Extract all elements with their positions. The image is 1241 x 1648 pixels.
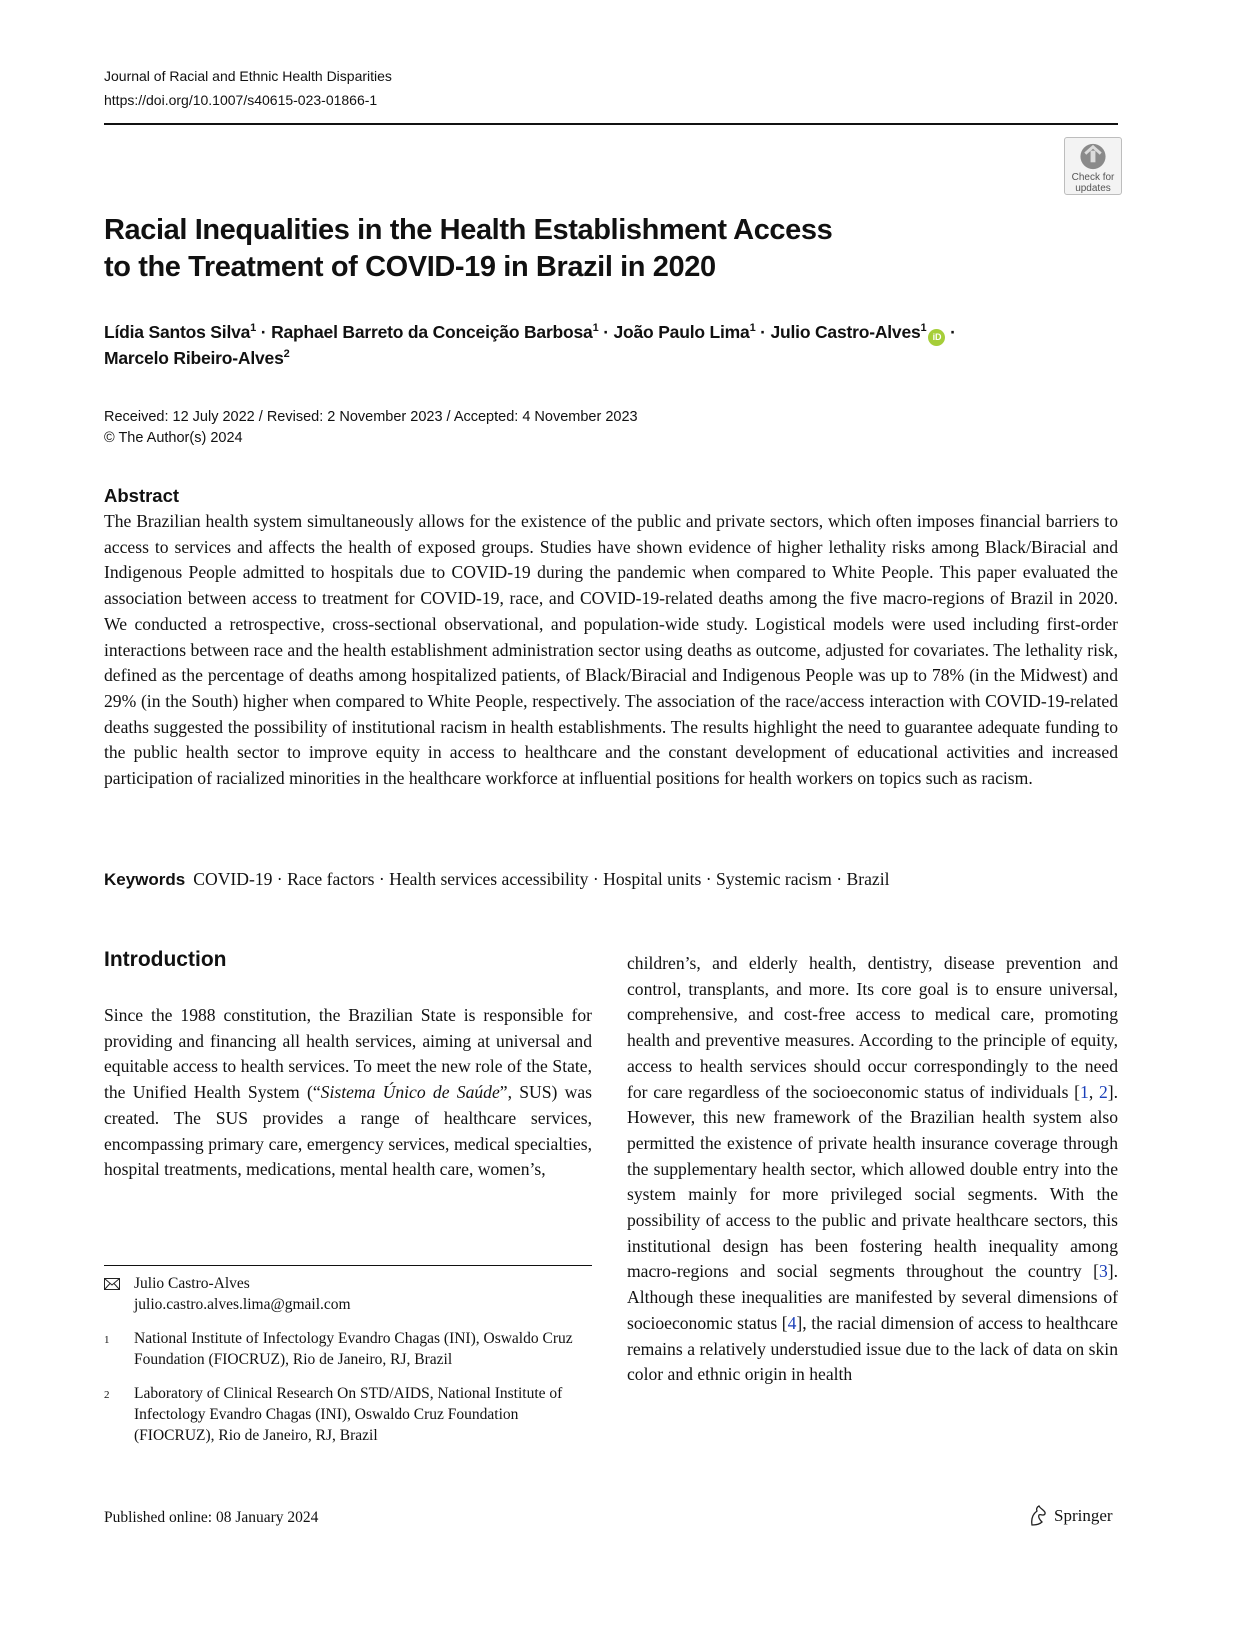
affiliation-mark: 1 [592, 322, 599, 334]
author-name[interactable]: Marcelo Ribeiro-Alves [104, 348, 284, 368]
intro-right-column [627, 951, 1118, 1388]
keywords-label: Keywords [104, 870, 186, 889]
intro-text: , [1088, 1081, 1099, 1102]
badge-line2: updates [1075, 183, 1111, 194]
intro-text: ]. Although these inequalities are manifested by several dimensions of socioeconomic status [ [627, 1261, 1118, 1333]
keywords [104, 867, 889, 892]
intro-text: children’s, and elderly health, dentistry, disease prevention and control, transplants, and more. Its core goal is to ensure universal, comprehensive, and cost-free access to medical care, promoting health and preventive measures. According to the principle of equity, access to health services should occur correspondingly to the need for care regardless of the socioeconomic status of individuals [ [627, 953, 1118, 1102]
affiliation-2 [104, 1383, 592, 1446]
affiliation-mark: 1 [104, 1334, 110, 1346]
publisher-logo[interactable] [1028, 1505, 1113, 1527]
author-list [104, 320, 1118, 371]
author-name[interactable]: Julio Castro-Alves [770, 322, 921, 342]
author-separator: · [760, 322, 766, 342]
section-heading-introduction: Introduction [104, 948, 227, 971]
title-line1: Racial Inequalities in the Health Establishment Access [104, 214, 833, 246]
paper-title [104, 212, 1004, 286]
orcid-icon[interactable]: iD [928, 329, 945, 346]
header-rule [104, 123, 1118, 125]
citation-link[interactable]: 1 [1080, 1081, 1089, 1102]
envelope-icon [104, 1278, 120, 1290]
affiliation-mark: 1 [920, 322, 927, 334]
affiliation-mark: 2 [283, 348, 290, 360]
journal-name: Journal of Racial and Ethnic Health Disparities [104, 68, 392, 84]
author-separator: · [260, 322, 267, 342]
affiliation-text: National Institute of Infectology Evandro Chagas (INI), Oswaldo Cruz Foundation (FIOCRUZ), Rio de Janeiro, RJ, Brazil [134, 1330, 573, 1368]
citation-link[interactable]: 3 [1098, 1261, 1108, 1282]
intro-italic-text: Sistema Único de Saúde [320, 1082, 500, 1103]
check-for-updates-badge[interactable] [1064, 137, 1122, 195]
corresponding-author [104, 1273, 592, 1315]
publisher-name: Springer [1054, 1506, 1113, 1525]
affiliation-text: Laboratory of Clinical Research On STD/AIDS, National Institute of Infectology Evandro Chagas (INI), Oswaldo Cruz Foundation (FIOCRUZ), Rio de Janeiro, RJ, Brazil [134, 1385, 563, 1444]
copyright: © The Author(s) 2024 [104, 430, 243, 446]
doi-link[interactable]: https://doi.org/10.1007/s40615-023-01866-1 [104, 92, 378, 108]
abstract-text: The Brazilian health system simultaneously allows for the existence of the public and private sectors, which often imposes financial barriers to access to services and affects the health of exposed groups. Studies have shown evidence of higher lethality risks among Black/Biracial and Indigenous People admitted to hospitals due to COVID-19 during the pandemic when compared to White People. This paper evaluated the association between access to treatment for COVID-19, race, and COVID-19-related deaths among the five macro-regions of Brazil in 2020. We conducted a retrospective, cross-sectional observational, and population-wide study. Logistical models were used including first-order interactions between race and the health establishment administration sector using deaths as outcome, adjusted for covariates. The lethality risk, defined as the percentage of deaths among hospitalized patients, of Black/Biracial and Indigenous People was up to 78% (in the Midwest) and 29% (in the South) higher when compared to White People, respectively. The association of the race/access interaction with COVID-19-related deaths suggested the possibility of institutional racism in health establishments. The results highlight the need to guarantee adequate funding to the public health sector to improve equity in access to healthcare and the constant development of educational activities and increased participation of racialized minorities in the healthcare workforce at influential positions for health workers on topics such as racism. [104, 511, 1118, 789]
author-separator: · [603, 322, 609, 342]
corresponding-email[interactable]: julio.castro.alves.lima@gmail.com [134, 1296, 351, 1313]
abstract-heading: Abstract [104, 485, 180, 506]
intro-text: ]. However, this new framework of the Brazilian health system also permitted the existence of private health insurance coverage through the supplementary health sector, which allowed double entry into the system mainly for more privileged social segments. With the possibility of access to the public and private healthcare sectors, this institutional design has been fostering health inequality among macro-regions and social segments throughout the country [ [627, 1081, 1119, 1282]
citation-link[interactable]: 2 [1098, 1081, 1108, 1102]
intro-left-column [104, 1003, 592, 1183]
journal-header [104, 64, 392, 112]
published-online: Published online: 08 January 2024 [104, 1509, 319, 1526]
intro-text: ], the racial dimension of access to healthcare remains a relatively understudied issue due to the lack of data on skin color and ethnic origin in health [627, 1312, 1118, 1385]
affiliation-mark: 2 [104, 1389, 110, 1401]
footnotes [104, 1273, 592, 1459]
affiliation-1 [104, 1328, 592, 1370]
citation-link[interactable]: 4 [787, 1312, 797, 1333]
check-for-updates-icon [1078, 142, 1108, 171]
author-name[interactable]: João Paulo Lima [613, 322, 750, 342]
history-dates: Received: 12 July 2022 / Revised: 2 November 2023 / Accepted: 4 November 2023 [104, 409, 638, 425]
keywords-list: COVID-19 · Race factors · Health services accessibility · Hospital units · Systemic racism · Brazil [193, 869, 890, 889]
corresponding-name: Julio Castro-Alves [134, 1275, 250, 1292]
springer-horse-icon [1028, 1505, 1048, 1527]
footnote-rule [104, 1265, 592, 1266]
affiliation-mark: 1 [250, 322, 257, 334]
author-separator: · [950, 322, 956, 342]
badge-line1: Check for [1071, 172, 1115, 183]
article-dates [104, 407, 638, 449]
author-name[interactable]: Raphael Barreto da Conceição Barbosa [271, 322, 593, 342]
affiliation-mark: 1 [749, 322, 756, 334]
intro-text: ”, SUS) was created. The SUS provides a range of healthcare services, encompassing primary care, emergency services, medical specialties, hospital treatments, medications, mental health care, women’s, [104, 1082, 592, 1180]
title-line2: to the Treatment of COVID-19 in Brazil in 2020 [104, 251, 716, 283]
author-name[interactable]: Lídia Santos Silva [104, 322, 251, 342]
intro-text: Since the 1988 constitution, the Brazilian State is responsible for providing and financing all health services, aiming at universal and equitable access to health services. To meet the new role of the State, the Unified Health System (“ [104, 1005, 592, 1103]
